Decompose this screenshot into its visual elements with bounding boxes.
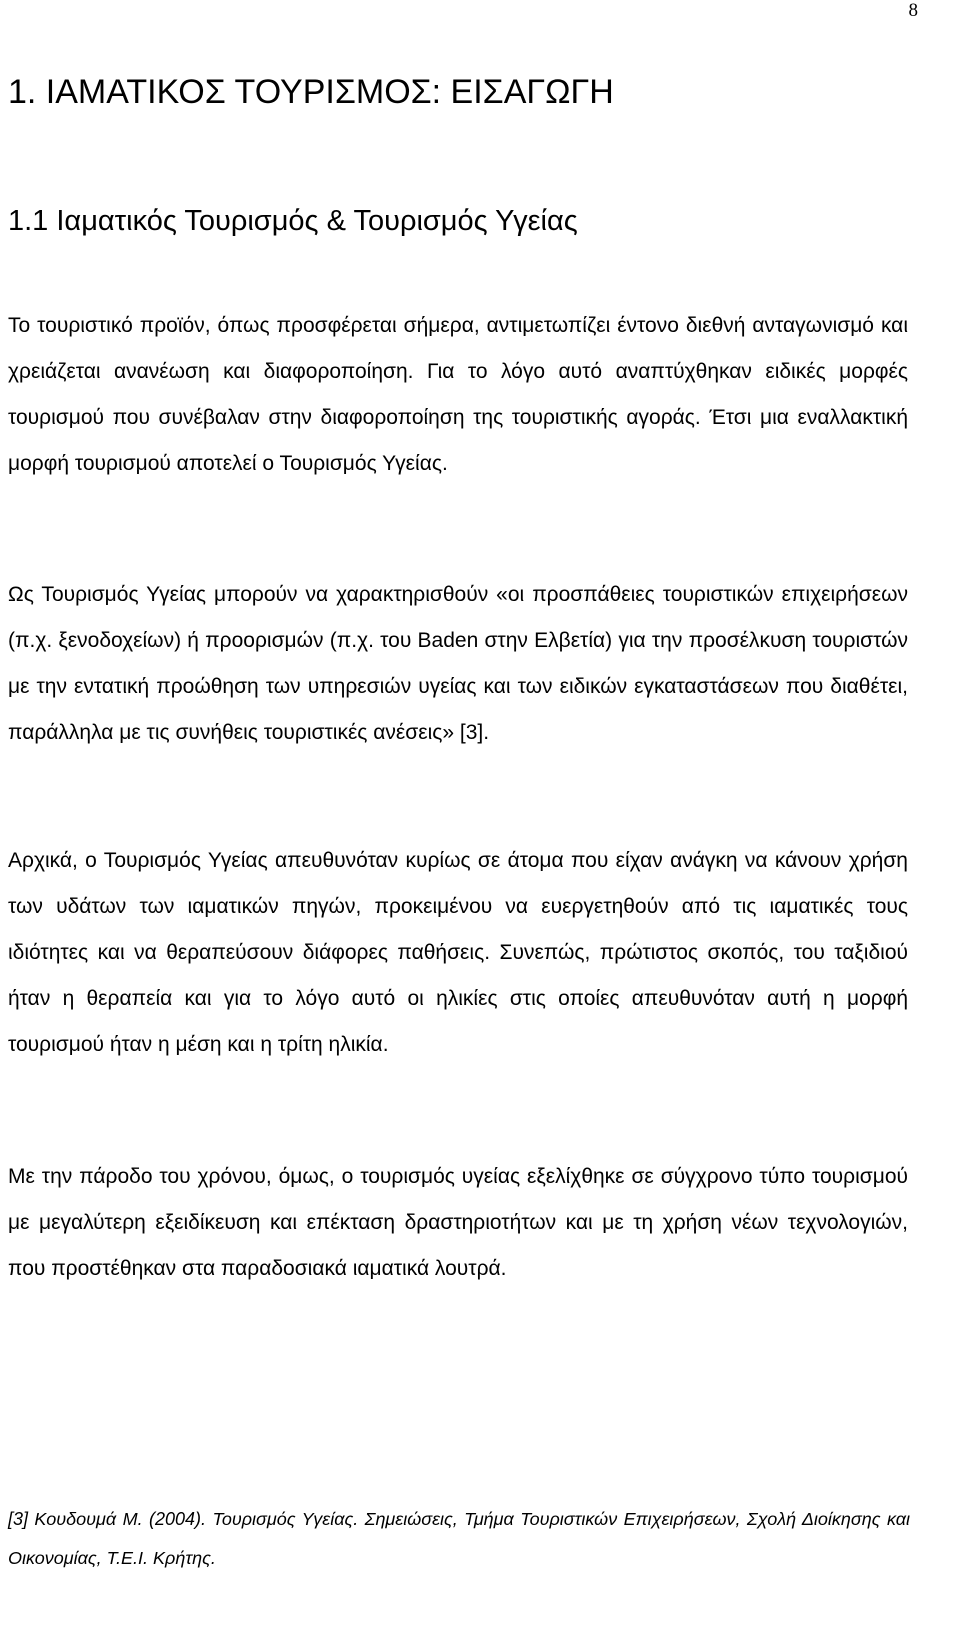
chapter-title: 1. ΙΑΜΑΤΙΚΟΣ ΤΟΥΡΙΣΜΟΣ: ΕΙΣΑΓΩΓΗ <box>8 73 614 111</box>
paragraph-intro: Το τουριστικό προϊόν, όπως προσφέρεται σήμερα, αντιμετωπίζει έντονο διεθνή ανταγωνισμό και χρειάζεται ανανέωση και διαφοροποίηση. Για το λόγο αυτό αναπτύχθηκαν ειδικές μορφές τουρισμού που συνέβαλαν στην διαφοροποίηση της τουριστικής αγοράς. Έτσι μια εναλλακτική μορφή τουρισμού αποτελεί ο Τουρισμός Υγείας. <box>8 314 908 475</box>
paragraph-evolution: Με την πάροδο του χρόνου, όμως, ο τουρισμός υγείας εξελίχθηκε σε σύγχρονο τύπο τουρισμού με μεγαλύτερη εξειδίκευση και επέκταση δραστηριοτήτων και με τη χρήση νέων τεχνολογιών, που προστέθηκαν στα παραδοσιακά ιαματικά λουτρά. <box>8 1165 908 1280</box>
section-title: 1.1 Ιαματικός Τουρισμός & Τουρισμός Υγείας <box>8 205 578 237</box>
footnote: [3] Κουδουμά Μ. (2004). Τουρισμός Υγείας. Σημειώσεις, Τμήμα Τουριστικών Επιχειρήσεων, Σχολή Διοίκησης και Οικονομίας, Τ.Ε.Ι. Κρήτης. <box>8 1509 910 1568</box>
page-number: 8 <box>908 0 918 21</box>
paragraph-definition: Ως Τουρισμός Υγείας μπορούν να χαρακτηρισθούν «οι προσπάθειες τουριστικών επιχειρήσεων (π.χ. ξενοδοχείων) ή προορισμών (π.χ. του Baden στην Ελβετία) για την προσέλκυση τουριστών με την εντατική προώθηση των υπηρεσιών υγείας και των ειδικών εγκαταστάσεων που διαθέτει, παράλληλα με τις συνήθεις τουριστικές ανέσεις» [3]. <box>8 583 908 744</box>
paragraph-history: Αρχικά, ο Τουρισμός Υγείας απευθυνόταν κυρίως σε άτομα που είχαν ανάγκη να κάνουν χρήση των υδάτων των ιαματικών πηγών, προκειμένου να ευεργετηθούν από τις ιαματικές τους ιδιότητες και να θεραπεύσουν διάφορες παθήσεις. Συνεπώς, πρώτιστος σκοπός, του ταξιδιού ήταν η θεραπεία και για το λόγο αυτό οι ηλικίες στις οποίες απευθυνόταν αυτή η μορφή τουρισμού ήταν η μέση και η τρίτη ηλικία. <box>8 849 908 1056</box>
